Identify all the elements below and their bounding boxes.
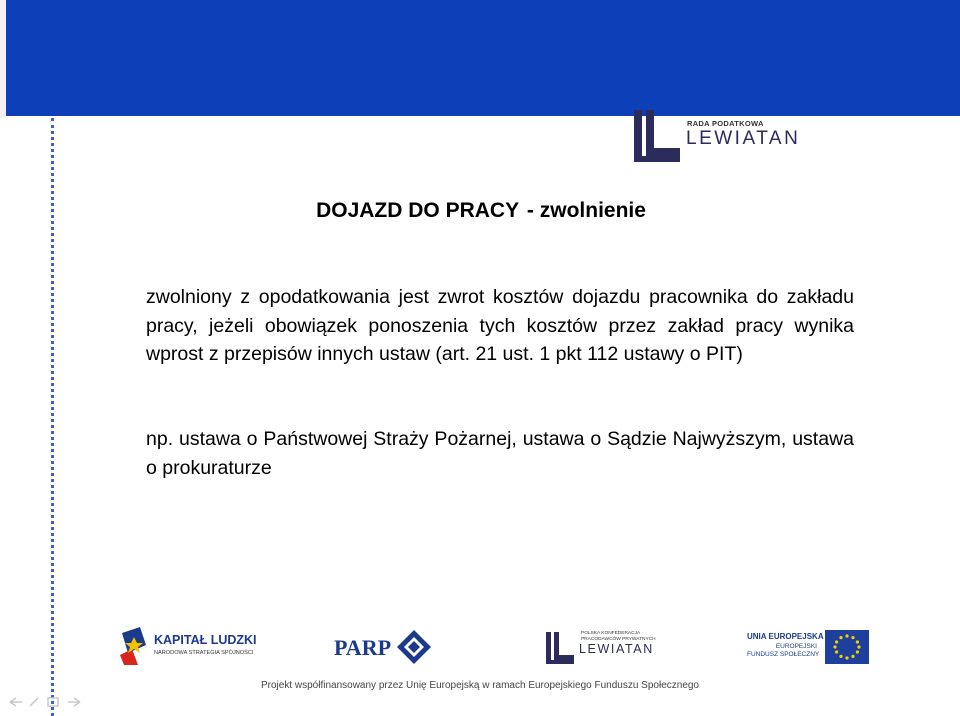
- lewiatan-small-l-mark-icon: [544, 630, 576, 666]
- kapital-ludzki-star-icon: [118, 625, 150, 667]
- nav-next-icon[interactable]: [68, 698, 80, 706]
- banner-fill: [6, 0, 960, 116]
- slide-paragraph-2: np. ustawa o Państwowej Straży Pożarnej, ustawa o Sądzie Najwyższym, ustawa o prokuraturze: [146, 428, 854, 479]
- cofinancing-note: Projekt współfinansowany przez Unię Europejską w ramach Europejskiego Funduszu Społecznego: [260, 680, 699, 691]
- parp-text: PARP: [334, 635, 392, 660]
- nav-menu-icon[interactable]: [48, 698, 58, 706]
- pkpp-lewiatan-logo: [544, 628, 664, 668]
- lewiatan-l-mark-icon: [632, 108, 684, 166]
- nav-pen-icon[interactable]: [30, 698, 38, 706]
- pkpp-lewiatan-small-text: POLSKA KONFEDERACJA PRACODAWCÓW PRYWATNYCH: [581, 631, 656, 642]
- rada-podatkowa-lewiatan-logo: [632, 106, 822, 166]
- parp-diamond-icon: [396, 629, 432, 665]
- kapital-ludzki-logo: [118, 625, 258, 669]
- slide-title-suffix: - zwolnienie: [521, 199, 646, 222]
- parp-logo: [334, 627, 434, 671]
- kapital-ludzki-title: KAPITAŁ LUDZKI: [154, 633, 257, 647]
- top-banner: [0, 0, 960, 118]
- nav-prev-icon[interactable]: [10, 698, 22, 706]
- logo-top-small-text: RADA PODATKOWA: [687, 119, 764, 128]
- slide-paragraph-1: zwolniony z opodatkowania jest zwrot kosztów dojazdu pracownika do zakładu pracy, jeżeli obowiązek ponoszenia tych kosztów przez zakład pracy wynika wprost z przepisów innych ustaw (art. 21 ust. 1 pkt 112 ustawy o PIT): [146, 286, 854, 365]
- ue-efs-logo: [745, 628, 871, 668]
- slide-nav-controls[interactable]: [8, 695, 88, 709]
- eu-flag-icon: [825, 630, 869, 664]
- ue-subtitle: EUROPEJSKI FUNDUSZ SPOŁECZNY: [747, 643, 820, 658]
- slide-title: [0, 199, 960, 223]
- ue-title: UNIA EUROPEJSKA: [747, 632, 824, 641]
- logo-top-big-text: LEWIATAN: [686, 128, 801, 149]
- kapital-ludzki-subtitle: NARODOWA STRATEGIA SPÓJNOŚCI: [154, 650, 254, 656]
- pkpp-lewiatan-big-text: LEWIATAN: [579, 642, 654, 656]
- slide-title-main: DOJAZD DO PRACY: [316, 199, 520, 222]
